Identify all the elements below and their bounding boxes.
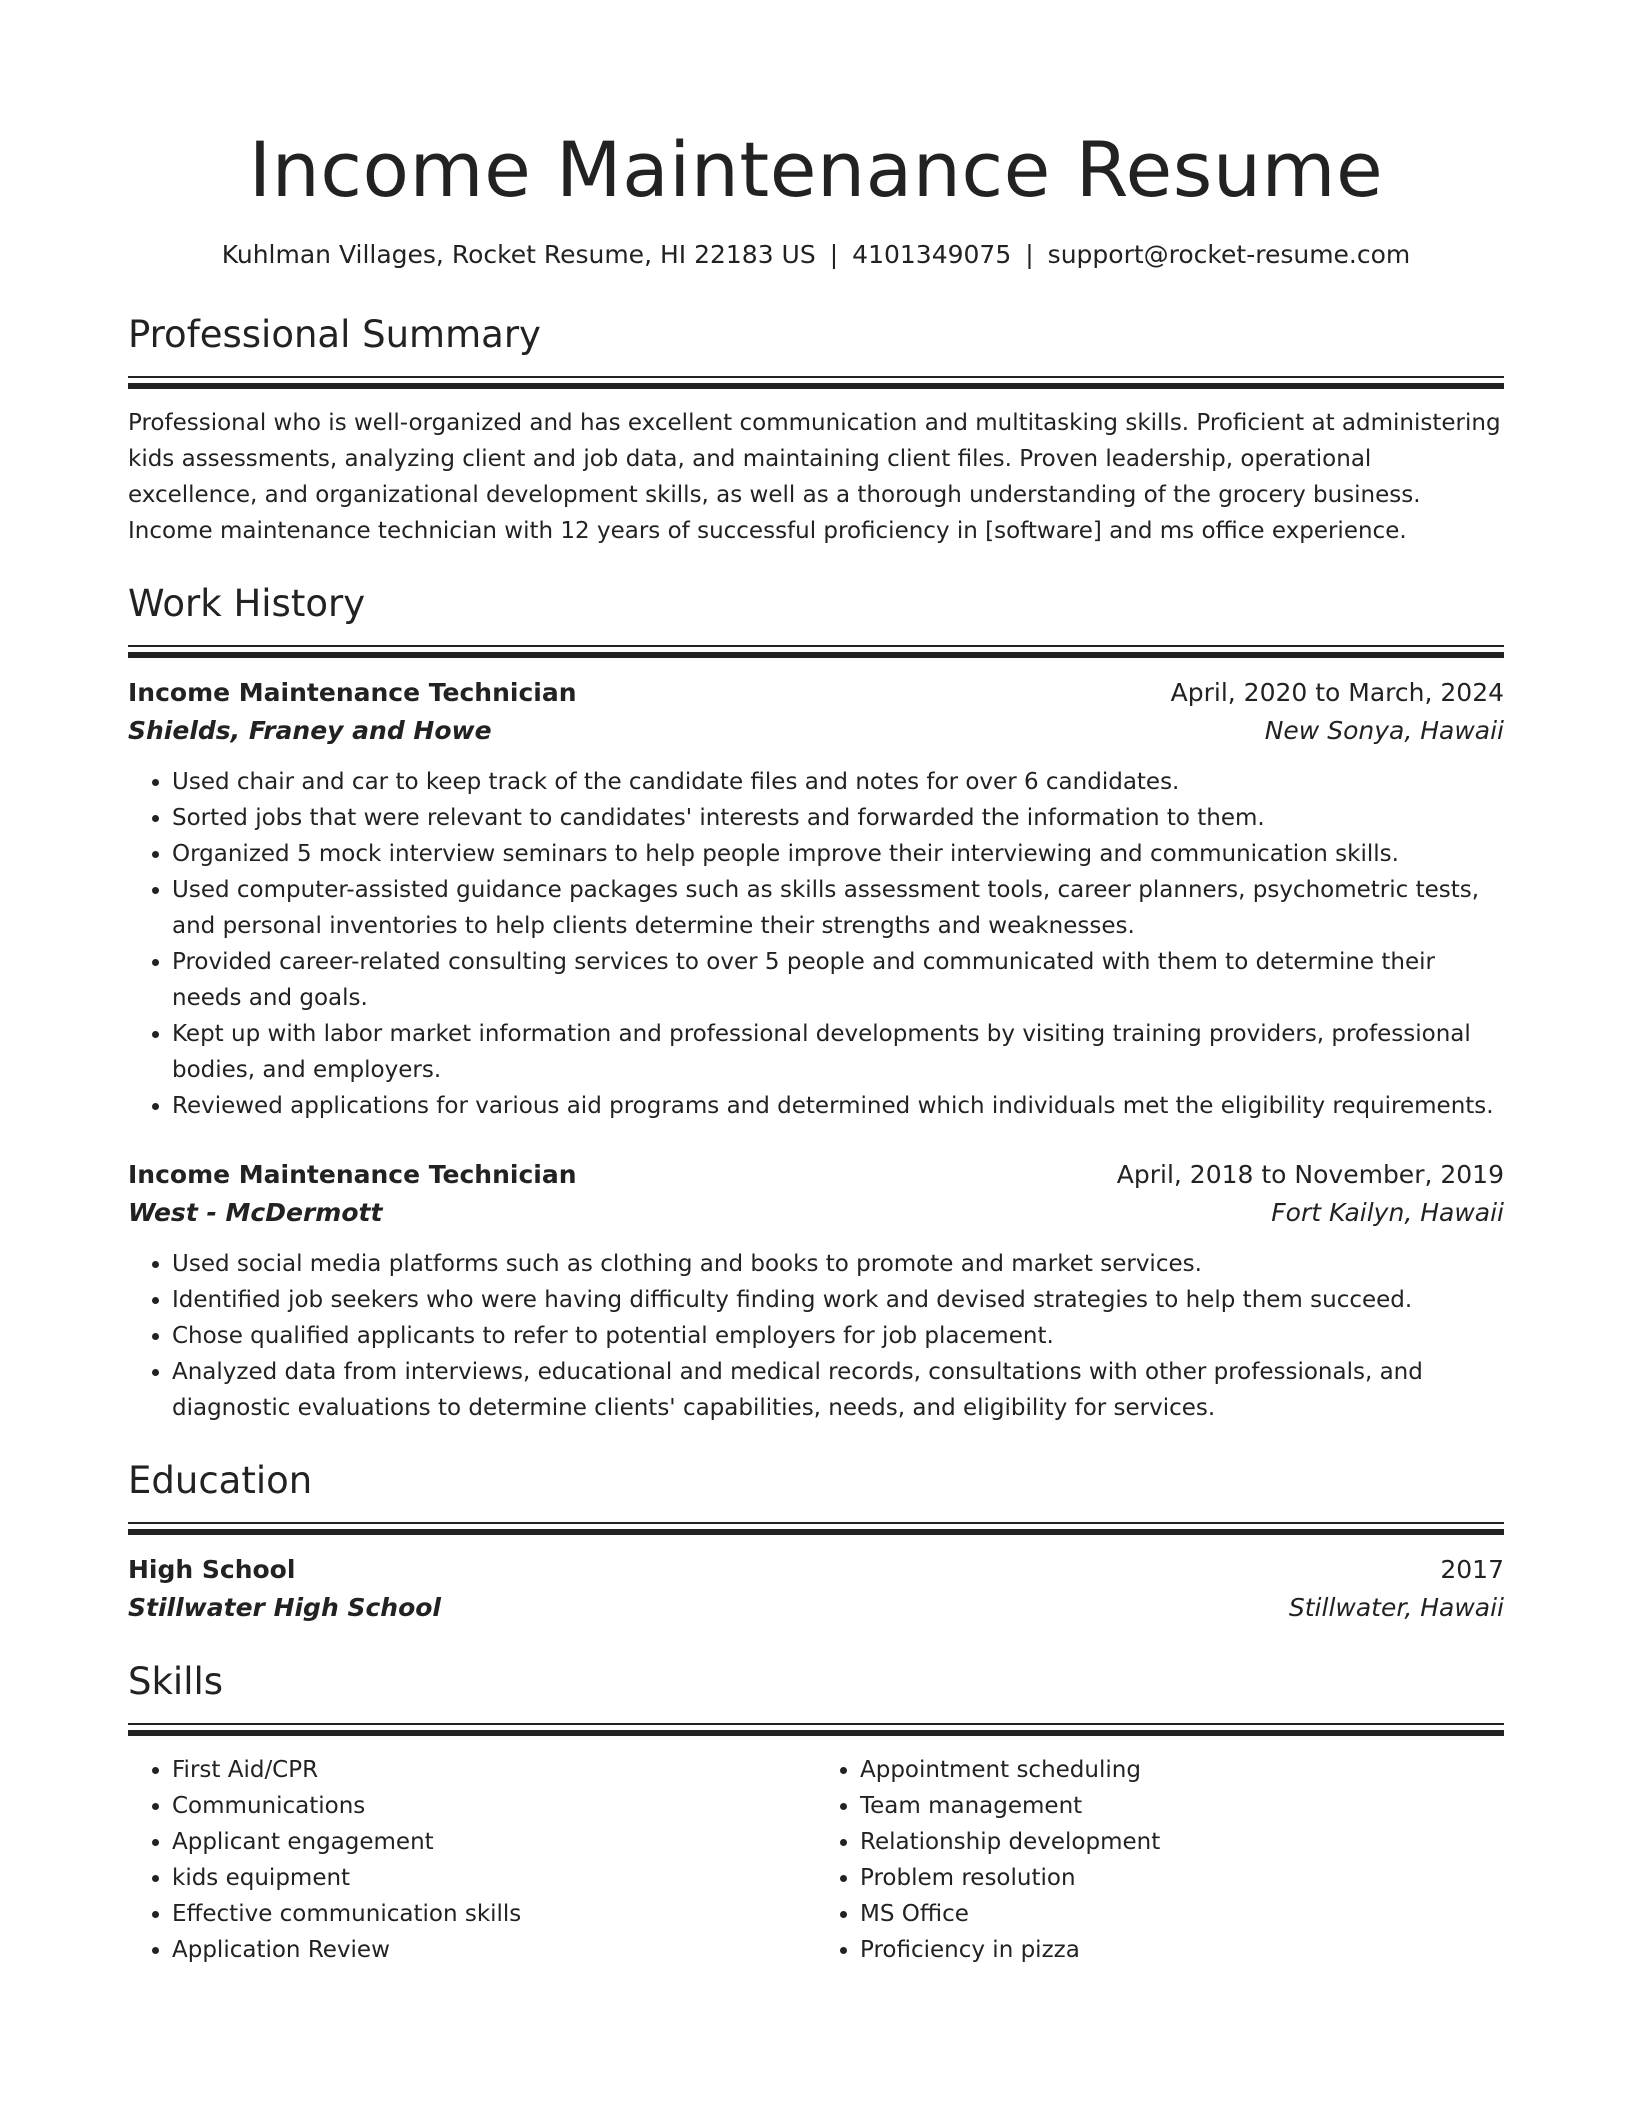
summary-section <box>128 310 1504 549</box>
skill-item: • Problem resolution <box>860 1860 1504 1896</box>
contact-separator: | <box>829 240 839 269</box>
education-year: 2017 <box>1440 1555 1504 1584</box>
summary-text: Professional who is well-organized and has excellent communication and multitasking skills. Proficient at administering kids assessments, analyzing client and job data, and maintaining client files. Proven leadership, operational excellence, and organizational development skills, as well as a thorough understanding of the grocery business. Income maintenance technician with 12 years of successful proficiency in [software] and ms office experience. <box>128 410 1501 544</box>
list-item: • Identified job seekers who were having difficulty finding work and devised strategies to help them succeed. <box>172 1282 1504 1318</box>
skill-item: • Team management <box>860 1788 1504 1824</box>
job-entry <box>128 1156 1504 1426</box>
contact-address: Kuhlman Villages, Rocket Resume, HI 22183 US <box>221 240 816 269</box>
contact-phone: 4101349075 <box>852 240 1012 269</box>
skill-item: • Appointment scheduling <box>860 1752 1504 1788</box>
section-heading-education: Education <box>128 1459 313 1502</box>
list-item: • Sorted jobs that were relevant to candidates' interests and forwarded the information to them. <box>172 800 1504 836</box>
list-item: • Used social media platforms such as clothing and books to promote and market services. <box>172 1246 1504 1282</box>
work-section <box>128 579 1504 1426</box>
section-heading-work: Work History <box>128 582 366 625</box>
list-item: • Chose qualified applicants to refer to potential employers for job placement. <box>172 1318 1504 1354</box>
job-location: New Sonya, Hawaii <box>1264 716 1504 745</box>
skills-list-right <box>816 1752 1504 1968</box>
skill-item: • Relationship development <box>860 1824 1504 1860</box>
section-heading-skills: Skills <box>128 1660 224 1703</box>
job-dates: April, 2018 to November, 2019 <box>1116 1160 1504 1189</box>
skill-item: • Communications <box>172 1788 816 1824</box>
list-item: • Kept up with labor market information and professional developments by visiting training providers, professional bodies, and employers. <box>172 1016 1504 1088</box>
resume-title: Income Maintenance Resume <box>248 125 1384 214</box>
job-company: Shields, Franey and Howe <box>128 716 492 745</box>
skill-item: • MS Office <box>860 1896 1504 1932</box>
education-section <box>128 1456 1504 1627</box>
job-title: Income Maintenance Technician <box>128 678 577 707</box>
job-dates: April, 2020 to March, 2024 <box>1170 678 1504 707</box>
skill-item: • Effective communication skills <box>172 1896 816 1932</box>
skill-item: • Applicant engagement <box>172 1824 816 1860</box>
skill-item: • First Aid/CPR <box>172 1752 816 1788</box>
education-school: Stillwater High School <box>128 1593 442 1622</box>
skill-item: • Application Review <box>172 1932 816 1968</box>
skills-columns <box>128 1752 1504 1968</box>
list-item: • Analyzed data from interviews, educational and medical records, consultations with other professionals, and diagnostic evaluations to determine clients' capabilities, needs, and eligibility for services. <box>172 1354 1504 1426</box>
skill-item: • kids equipment <box>172 1860 816 1896</box>
section-divider <box>128 376 1504 389</box>
list-item: • Reviewed applications for various aid programs and determined which individuals met the eligibility requirements. <box>172 1088 1504 1124</box>
job-entry <box>128 674 1504 1124</box>
skills-section <box>128 1657 1504 1968</box>
contact-separator: | <box>1025 240 1034 269</box>
education-degree: High School <box>128 1555 296 1584</box>
list-item: • Used chair and car to keep track of the candidate files and notes for over 6 candidates. <box>172 764 1504 800</box>
job-company: West - McDermott <box>128 1198 383 1227</box>
list-item: • Used computer-assisted guidance packages such as skills assessment tools, career planners, psychometric tests, and personal inventories to help clients determine their strengths and weaknesses. <box>172 872 1504 944</box>
list-item: • Provided career-related consulting services to over 5 people and communicated with them to determine their needs and goals. <box>172 944 1504 1016</box>
section-divider <box>128 645 1504 658</box>
section-heading-summary: Professional Summary <box>128 313 541 356</box>
job-bullets <box>128 764 1504 1124</box>
job-location: Fort Kailyn, Hawaii <box>1271 1198 1504 1227</box>
list-item: • Organized 5 mock interview seminars to help people improve their interviewing and communication skills. <box>172 836 1504 872</box>
section-divider <box>128 1522 1504 1535</box>
contact-email: support@rocket-resume.com <box>1047 240 1411 269</box>
job-title: Income Maintenance Technician <box>128 1160 577 1189</box>
education-location: Stillwater, Hawaii <box>1288 1593 1504 1622</box>
job-bullets <box>128 1246 1504 1426</box>
section-divider <box>128 1723 1504 1736</box>
contact-line <box>128 238 1504 272</box>
skill-item: • Proficiency in pizza <box>860 1932 1504 1968</box>
skills-list-left <box>128 1752 816 1968</box>
